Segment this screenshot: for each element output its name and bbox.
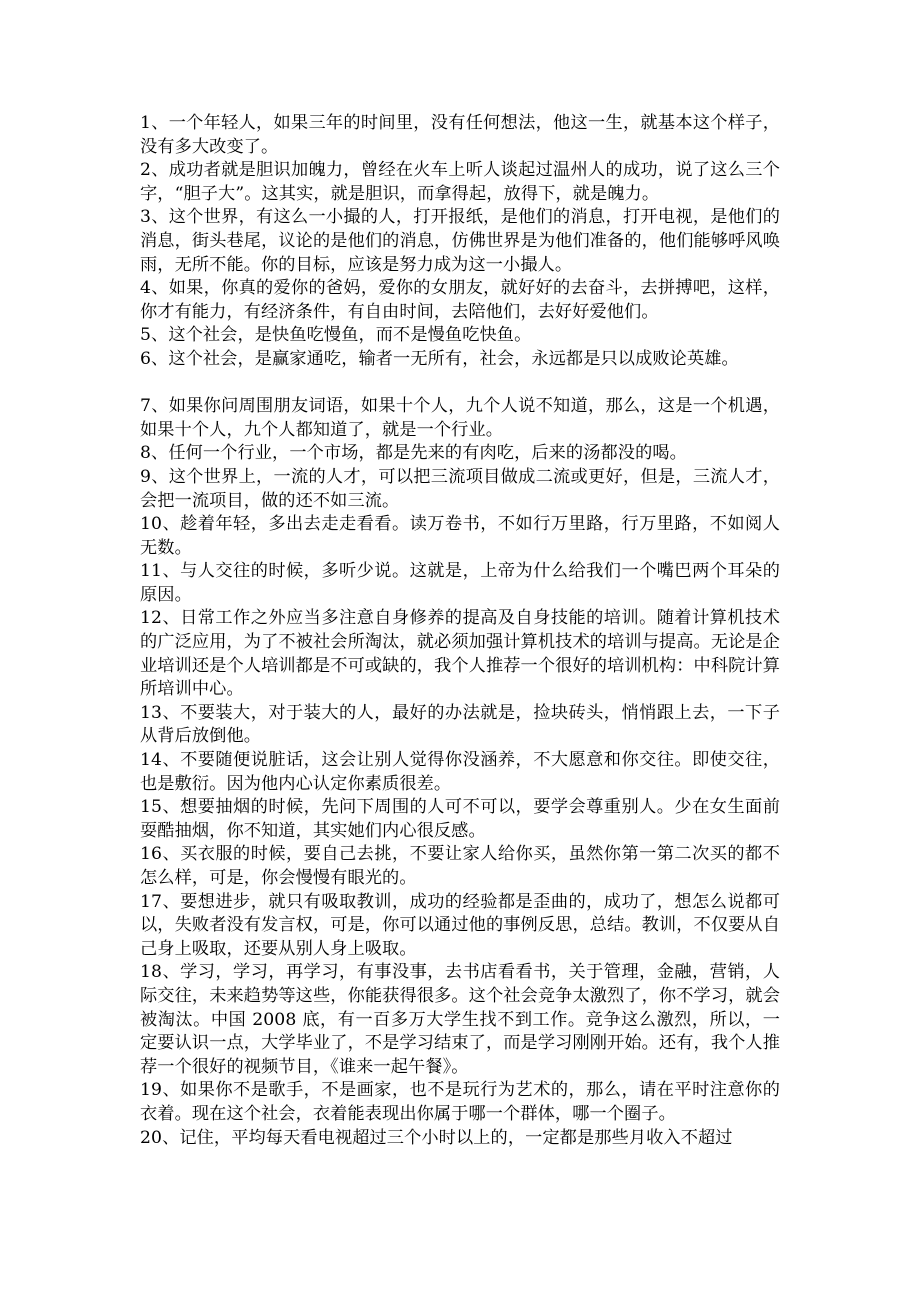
paragraph-12: 12、日常工作之外应当多注意自身修养的提高及自身技能的培训。随着计算机技术的广泛应用，为了不被社会所淘汰，就必须加强计算机技术的培训与提高。无论是企业培训还是个人培训都是不可或缺的，我个人推荐一个很好的培训机构：中科院计算所培训中心。 <box>140 608 780 700</box>
paragraph-9: 9、这个世界上，一流的人才，可以把三流项目做成二流或更好，但是，三流人才，会把一流项目，做的还不如三流。 <box>140 466 780 511</box>
paragraph-13: 13、不要装大，对于装大的人，最好的办法就是，捡块砖头，悄悄跟上去，一下子从背后放倒他。 <box>140 702 780 747</box>
paragraph-10: 10、趁着年轻，多出去走走看看。读万卷书，不如行万里路，行万里路，不如阅人无数。 <box>140 514 780 558</box>
paragraph-4: 4、如果，你真的爱你的爸妈，爱你的女朋友，就好好的去奋斗，去拼搏吧，这样，你才有能力，有经济条件，有自由时间，去陪他们，去好好爱他们。 <box>140 278 780 322</box>
paragraph-16: 16、买衣服的时候，要自己去挑，不要让家人给你买，虽然你第一第二次买的都不怎么样，可是，你会慢慢有眼光的。 <box>140 844 780 888</box>
paragraph-6: 6、这个社会，是赢家通吃，输者一无所有，社会，永远都是只以成败论英雄。 <box>140 348 739 369</box>
paragraph-19: 19、如果你不是歌手，不是画家，也不是玩行为艺术的，那么，请在平时注意你的衣着。现在这个社会，衣着能表现出你属于哪一个群体，哪一个圈子。 <box>140 1080 780 1124</box>
blank-line <box>140 372 780 396</box>
paragraph-7: 7、如果你问周围朋友词语，如果十个人，九个人说不知道，那么，这是一个机遇，如果十个人，九个人都知道了，就是一个行业。 <box>140 396 780 440</box>
paragraph-14: 14、不要随便说脏话，这会让别人觉得你没涵养，不大愿意和你交往。即使交往，也是敷衍。因为他内心认定你素质很差。 <box>140 750 780 794</box>
paragraph-1: 1、一个年轻人，如果三年的时间里，没有任何想法，他这一生，就基本这个样子，没有多大改变了。 <box>140 113 780 157</box>
paragraph-2: 2、成功者就是胆识加魄力，曾经在火车上听人谈起过温州人的成功，说了这么三个字，“胆子大”。这其实，就是胆识，而拿得起，放得下，就是魄力。 <box>140 160 780 204</box>
paragraph-8: 8、任何一个行业，一个市场，都是先来的有肉吃，后来的汤都没的喝。 <box>140 443 687 464</box>
paragraph-3: 3、这个世界，有这么一小撮的人，打开报纸，是他们的消息，打开电视，是他们的消息，街头巷尾，议论的是他们的消息，仿佛世界是为他们准备的，他们能够呼风唤雨，无所不能。你的目标，应该是努力成为这一小撮人。 <box>140 207 780 275</box>
document-body <box>140 112 780 1150</box>
paragraph-15: 15、想要抽烟的时候，先问下周围的人可不可以，要学会尊重别人。少在女生面前耍酷抽烟，你不知道，其实她们内心很反感。 <box>140 797 780 841</box>
paragraph-20: 20、记住，平均每天看电视超过三个小时以上的，一定都是那些月收入不超过 <box>140 1127 733 1148</box>
paragraph-5: 5、这个社会，是快鱼吃慢鱼，而不是慢鱼吃快鱼。 <box>140 325 532 346</box>
paragraph-11: 11、与人交往的时候，多听少说。这就是，上帝为什么给我们一个嘴巴两个耳朵的原因。 <box>140 561 780 605</box>
paragraph-18: 18、学习，学习，再学习，有事没事，去书店看看书，关于管理，金融，营销，人际交往，未来趋势等这些，你能获得很多。这个社会竞争太激烈了，你不学习，就会被淘汰。中国 2008 底，有一百多万大学生找不到工作。竞争这么激烈，所以，一定要认识一点，大学毕业了，不是学习结束了，而是学习刚刚开始。还有，我个人推荐一个很好的视频节目，《谁来一起午餐》。 <box>140 962 780 1077</box>
paragraph-17: 17、要想进步，就只有吸取教训，成功的经验都是歪曲的，成功了，想怎么说都可以，失败者没有发言权，可是，你可以通过他的事例反思，总结。教训，不仅要从自己身上吸取，还要从别人身上吸取。 <box>140 891 780 959</box>
